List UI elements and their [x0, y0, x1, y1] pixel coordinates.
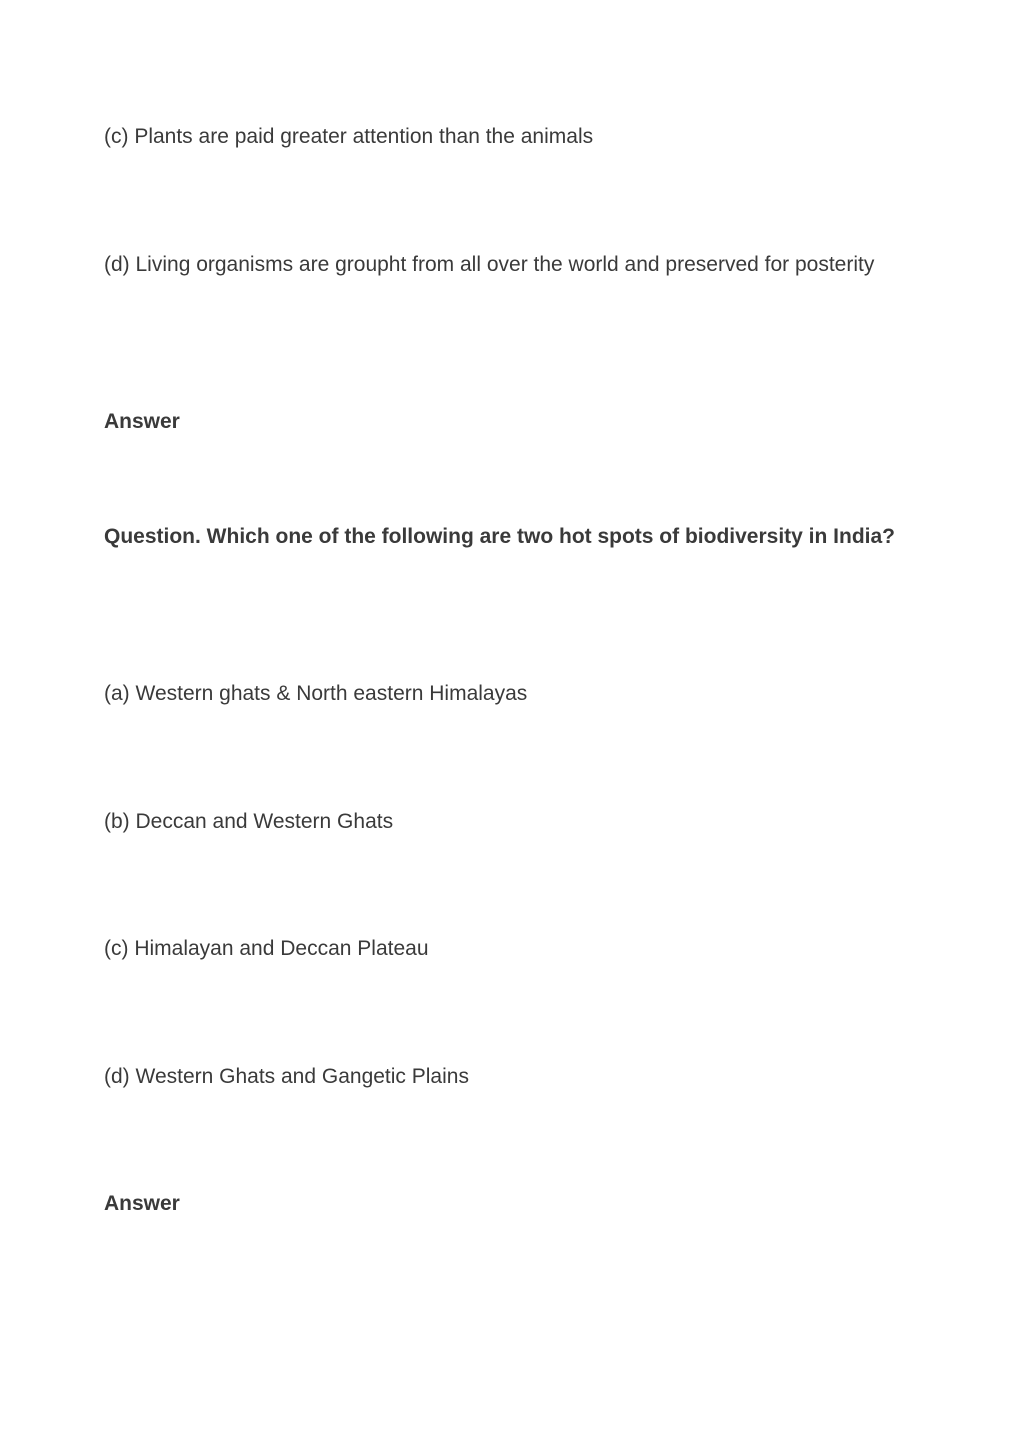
option-b: (b) Deccan and Western Ghats — [104, 810, 394, 833]
option-d: (d) Western Ghats and Gangetic Plains — [104, 1065, 469, 1088]
previous-option-c: (c) Plants are paid greater attention than the animals — [104, 125, 594, 148]
previous-option-d: (d) Living organisms are groupht from all over the world and preserved for posterity — [104, 253, 875, 276]
option-c: (c) Himalayan and Deccan Plateau — [104, 937, 429, 960]
answer-label: Answer — [104, 1192, 180, 1215]
answer-label: Answer — [104, 410, 180, 433]
question-text: Question. Which one of the following are two hot spots of biodiversity in India? — [104, 525, 895, 548]
option-a: (a) Western ghats & North eastern Himalayas — [104, 682, 528, 705]
